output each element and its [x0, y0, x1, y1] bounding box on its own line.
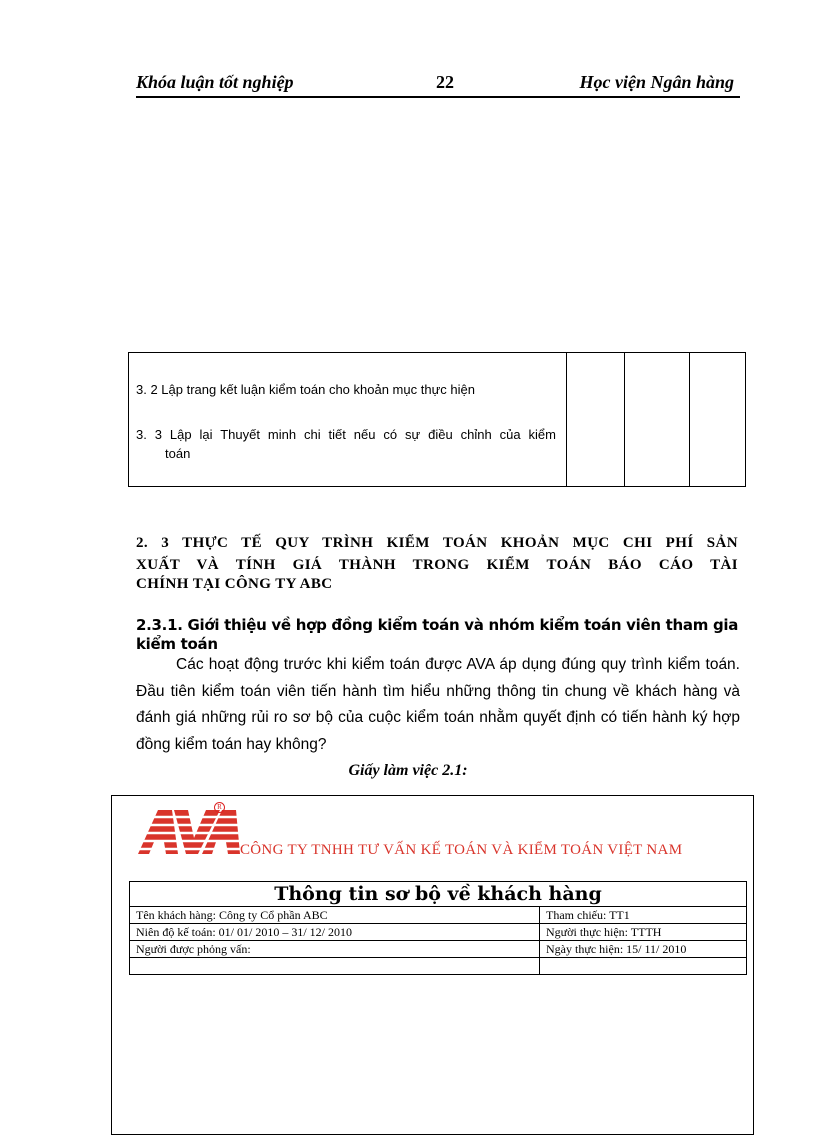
table-cell	[540, 958, 747, 975]
table-row	[130, 907, 747, 924]
table-divider	[566, 353, 567, 486]
ava-logo	[136, 804, 240, 856]
client-info-table	[129, 881, 747, 975]
form-title: Thông tin sơ bộ về khách hàng	[130, 882, 747, 907]
table-cell: Tên khách hàng: Công ty Cổ phần ABC	[130, 907, 540, 924]
checklist-item: 3. 3 Lập lại Thuyết minh chi tiết nếu có sự điều chỉnh của kiểm	[136, 427, 556, 442]
table-cell: Ngày thực hiện: 15/ 11/ 2010	[540, 941, 747, 958]
figure-caption: Giấy làm việc 2.1:	[348, 762, 468, 779]
header-institution: Học viện Ngân hàng	[579, 72, 734, 92]
page-header	[136, 72, 740, 98]
subsection-heading: 2.3.1. Giới thiệu về hợp đồng kiểm toán và nhóm kiểm toán viên tham gia kiểm toán	[136, 616, 739, 653]
table-divider	[689, 353, 690, 486]
checklist-item: 3. 2 Lập trang kết luận kiểm toán cho khoản mục thực hiện	[136, 382, 475, 397]
table-cell: Tham chiếu: TT1	[540, 907, 747, 924]
checklist-item-continued: toán	[165, 446, 191, 461]
working-paper	[111, 795, 754, 1135]
table-cell: Người thực hiện: TTTH	[540, 924, 747, 941]
page-number: 22	[436, 72, 454, 92]
header-thesis-label: Khóa luận tốt nghiệp	[136, 72, 294, 92]
section-heading-line: XUẤT VÀ TÍNH GIÁ THÀNH TRONG KIỂM TOÁN BÁO CÁO TÀI	[136, 557, 738, 573]
company-name: CÔNG TY TNHH TƯ VẤN KẾ TOÁN VÀ KIỂM TOÁN VIỆT NAM	[240, 842, 683, 858]
paragraph-text: Các hoạt động trước khi kiểm toán được AVA áp dụng đúng quy trình kiểm toán. Đầu tiên kiểm toán viên tiến hành tìm hiểu những thông tin chung về khách hàng và đánh giá những rủi ro sơ bộ của cuộc kiểm toán nhằm quyết định có tiến hành ký hợp đồng kiểm toán hay không?	[136, 656, 740, 753]
table-row	[130, 941, 747, 958]
section-heading-line: 2. 3 THỰC TẾ QUY TRÌNH KIỂM TOÁN KHOẢN MỤC CHI PHÍ SẢN	[136, 535, 738, 551]
table-cell: Người được phỏng vấn:	[130, 941, 540, 958]
table-cell	[130, 958, 540, 975]
table-cell: Niên độ kế toán: 01/ 01/ 2010 – 31/ 12/ 2010	[130, 924, 540, 941]
registered-mark-icon: R	[214, 802, 225, 813]
body-paragraph	[136, 652, 740, 758]
table-row	[130, 924, 747, 941]
checklist-table	[128, 352, 746, 487]
section-heading	[136, 532, 738, 576]
section-heading-line: CHÍNH TẠI CÔNG TY ABC	[136, 576, 333, 592]
table-divider	[624, 353, 625, 486]
table-row	[130, 958, 747, 975]
